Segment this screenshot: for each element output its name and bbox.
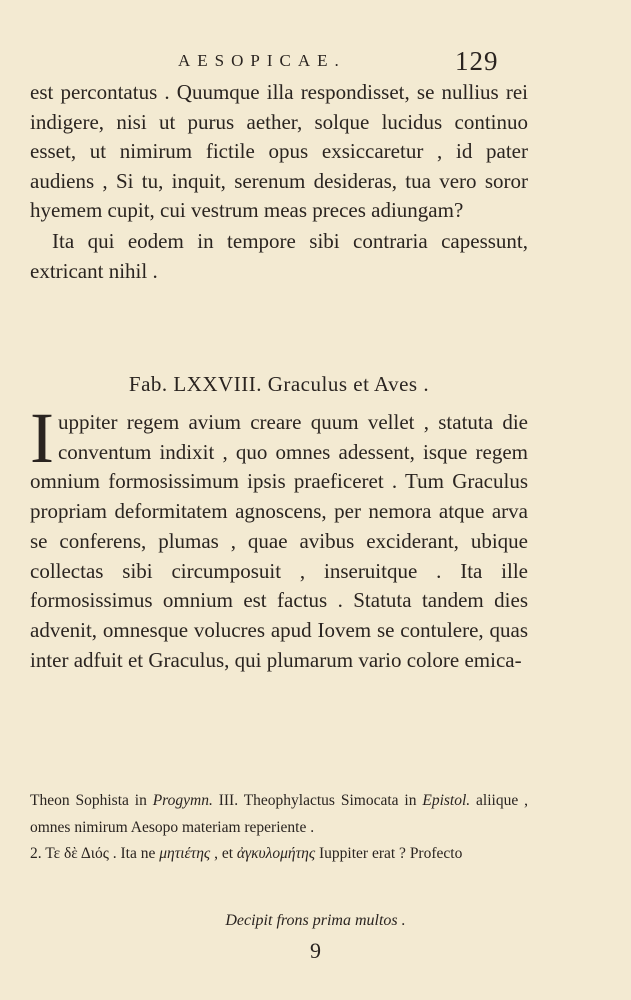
running-title: AESOPICAE.: [178, 51, 346, 70]
page-number: 129: [455, 46, 499, 76]
footnote-1-work-b: Epistol.: [422, 792, 471, 809]
body-text: [30, 78, 528, 286]
footnotes: [30, 788, 528, 868]
footnote-quote: Decipit frons prima multos .: [225, 912, 406, 929]
footnote-2-greek-b: ἀγκυλομήτης: [236, 845, 316, 862]
running-head: [0, 48, 631, 78]
fable-text: uppiter regem avium creare quum vellet , statuta die conventum indixit , quo omnes adessent, isque regem omnium formosissimum ipsis praeficeret . Tum Graculus propriam deformitatem agnoscens, per nemora atque arva se conferens, plumas , quae avibus exciderant, ubique collectas sibi circumposuit , inseruitque . Ita ille formosissimus omnium est factus . Statuta tandem dies advenit, omnesque volucres apud Iovem se contulere, quas inter adfuit et Graculus, qui plumarum vario colore emica-: [30, 410, 528, 672]
moral-paragraph: Ita qui eodem in tempore sibi contraria capessunt, extricant nihil .: [30, 228, 528, 283]
drop-cap: I: [30, 398, 54, 478]
footnote-2: [30, 841, 528, 868]
fable-body: [30, 398, 528, 675]
footnote-2-greek-a: μητιέτης: [159, 845, 211, 862]
footnote-1-text-c: aliique , omnes nimirum Aesopo materiam reperiente .: [30, 792, 528, 836]
footnote-1: [30, 788, 528, 841]
footnote-2-text-b: , et: [210, 845, 237, 862]
footnote-1-text-b: III. Theophylactus Simocata in: [212, 792, 423, 809]
footnote-2-text-c: Iuppiter erat ? Profecto: [315, 845, 463, 862]
continuation-paragraph: est percontatus . Quumque illa respondisset, se nullius rei indigere, nisi ut purus aether, solque lucidus continuo esset, ut nimirum fictile opus exsiccaretur , id pater audiens , Si tu, inquit, serenum desideras, tua vero soror hyemem cupit, cui vestrum meas preces adiungam?: [30, 80, 528, 223]
signature-mark: 9: [310, 938, 321, 963]
footnote-1-work-a: Progymn.: [152, 792, 213, 809]
footnote-1-text-a: Theon Sophista in: [30, 792, 153, 809]
footnote-2-text-a: 2. Τε δὲ Διός . Ita ne: [30, 845, 160, 862]
fable-heading: Fab. LXXVIII. Graculus et Aves .: [128, 372, 430, 396]
